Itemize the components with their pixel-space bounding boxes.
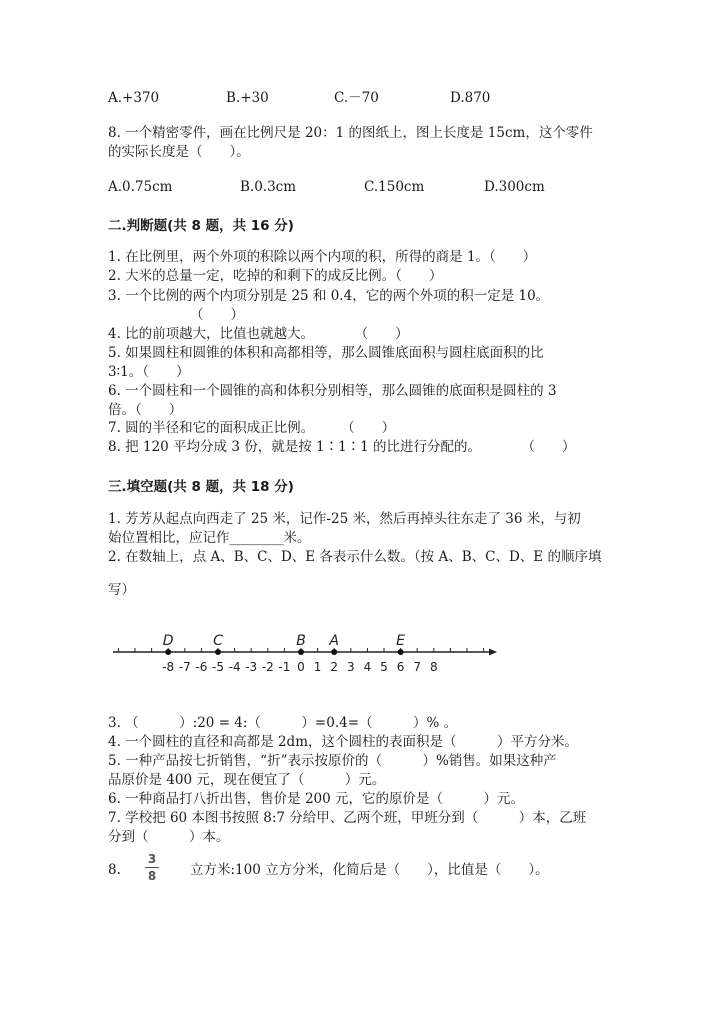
number-line-tick-label: -6 bbox=[195, 660, 208, 674]
number-line-point-label: C bbox=[213, 633, 223, 649]
number-line-tick-label: 5 bbox=[380, 660, 388, 674]
s2-line-7: 7. 圆的半径和它的面积成正比例。 （ ） bbox=[108, 420, 396, 436]
s2-line-5: 5. 如果圆柱和圆锥的体积和高都相等，那么圆锥底面积与圆柱底面积的比 bbox=[108, 345, 544, 361]
number-line-point-label: B bbox=[296, 633, 306, 649]
s3-q8-number: 8. bbox=[108, 862, 121, 878]
s2-line-2: 2. 大米的总量一定，吃掉的和剩下的成反比例。（ ） bbox=[108, 268, 443, 284]
s3-q2-line2: 写） bbox=[108, 582, 135, 598]
q8-option-c: C.150cm bbox=[364, 179, 425, 195]
s3-q7-line2: 分到（ ）本。 bbox=[108, 829, 230, 845]
s3-q7-line1: 7. 学校把 60 本图书按照 8:7 分给甲、乙两个班，甲班分到（ ）本，乙班 bbox=[108, 810, 587, 826]
s3-q8-fraction bbox=[145, 852, 159, 883]
number-line-tick-label: -7 bbox=[178, 660, 191, 674]
q7-option-d: D.870 bbox=[450, 90, 491, 106]
q7-option-a: A.+370 bbox=[108, 90, 160, 106]
s2-line-3: 3. 一个比例的两个内项分别是 25 和 0.4，它的两个外项的积一定是 10。 bbox=[108, 288, 550, 304]
s3-q8-text: 立方米:100 立方分米，化简后是（ ），比值是（ ）。 bbox=[190, 862, 549, 878]
s3-q5-line1: 5. 一种产品按七折销售，“折”表示按原价的（ ）%销售。如果这种产 bbox=[108, 753, 557, 769]
s2-line-6-cont: 倍。（ ） bbox=[108, 402, 183, 418]
q8-option-a: A.0.75cm bbox=[108, 179, 173, 195]
number-line-tick-label: 3 bbox=[346, 660, 355, 674]
number-line-point-B bbox=[298, 649, 304, 655]
s2-line-1: 1. 在比例里，两个外项的积除以两个内项的积，所得的商是 1。（ ） bbox=[108, 249, 537, 265]
number-line-point-D bbox=[165, 649, 171, 655]
s2-line-4: 4. 比的前项越大，比值也就越大。 （ ） bbox=[108, 326, 409, 342]
q8-text-line1: 8. 一个精密零件，画在比例尺是 20：1 的图纸上，图上长度是 15cm，这个零件 bbox=[108, 125, 593, 141]
q7-option-c: C.－70 bbox=[334, 90, 379, 106]
fraction-numerator: 3 bbox=[147, 852, 157, 866]
number-line-tick-label: 7 bbox=[413, 660, 422, 674]
s3-q6: 6. 一种商品打八折出售，售价是 200 元，它的原价是（ ）元。 bbox=[108, 791, 525, 807]
q8-option-b: B.0.3cm bbox=[240, 179, 297, 195]
q8-option-d: D.300cm bbox=[484, 179, 545, 195]
number-line-arrow-icon bbox=[489, 649, 497, 656]
s3-q1-line2: 始位置相比，应记作________米。 bbox=[108, 530, 311, 546]
number-line-tick-label: -4 bbox=[228, 660, 241, 674]
s3-q4: 4. 一个圆柱的直径和高都是 2dm，这个圆柱的表面积是（ ）平方分米。 bbox=[108, 734, 578, 750]
s2-line-6: 6. 一个圆柱和一个圆锥的高和体积分别相等，那么圆锥的底面积是圆柱的 3 bbox=[108, 383, 557, 399]
number-line-tick-label: 4 bbox=[363, 660, 372, 674]
number-line-tick-label: -8 bbox=[162, 660, 175, 674]
section2-title: 二.判断题(共 8 题，共 16 分) bbox=[108, 218, 294, 234]
number-line-point-E bbox=[398, 649, 404, 655]
number-line bbox=[105, 625, 505, 685]
s2-line-5-cont: 3∶1。（ ） bbox=[108, 364, 190, 380]
number-line-tick-label: 8 bbox=[429, 660, 438, 674]
number-line-tick-label: 2 bbox=[330, 660, 339, 674]
q8-text-line2: 的实际长度是（ ）。 bbox=[108, 144, 250, 160]
q7-option-b: B.+30 bbox=[226, 90, 269, 106]
number-line-point-A bbox=[331, 649, 337, 655]
number-line-tick-label: -5 bbox=[212, 660, 224, 674]
number-line-tick-label: 6 bbox=[396, 660, 405, 674]
s3-q2-line1: 2. 在数轴上，点 A、B、C、D、E 各表示什么数。（按 A、B、C、D、E 的顺序填 bbox=[108, 549, 602, 565]
number-line-tick-label: -3 bbox=[245, 660, 258, 674]
number-line-tick-label: -1 bbox=[278, 660, 291, 674]
number-line-point-label: D bbox=[162, 633, 174, 649]
s3-q5-line2: 品原价是 400 元，现在便宜了（ ）元。 bbox=[108, 772, 386, 788]
s2-line-8: 8. 把 120 平均分成 3 份，就是按 1∶1∶1 的比进行分配的。 （ ） bbox=[108, 439, 576, 455]
number-line-point-label: A bbox=[329, 633, 339, 649]
fraction-bar bbox=[145, 867, 159, 868]
fraction-denominator: 8 bbox=[147, 869, 157, 883]
number-line-tick-label: 0 bbox=[297, 660, 305, 674]
s3-q3: 3. （ ）:20 = 4:（ ）=0.4=（ ）% 。 bbox=[108, 715, 458, 731]
number-line-tick-label: -2 bbox=[261, 660, 274, 674]
number-line-point-label: E bbox=[396, 633, 406, 649]
s2-line-3-paren: （ ） bbox=[190, 307, 244, 323]
section3-title: 三.填空题(共 8 题，共 18 分) bbox=[108, 479, 294, 495]
s3-q1-line1: 1. 芳芳从起点向西走了 25 米，记作-25 米，然后再掉头往东走了 36 米，与初 bbox=[108, 511, 581, 527]
number-line-tick-label: 1 bbox=[313, 660, 322, 674]
number-line-point-C bbox=[215, 649, 221, 655]
